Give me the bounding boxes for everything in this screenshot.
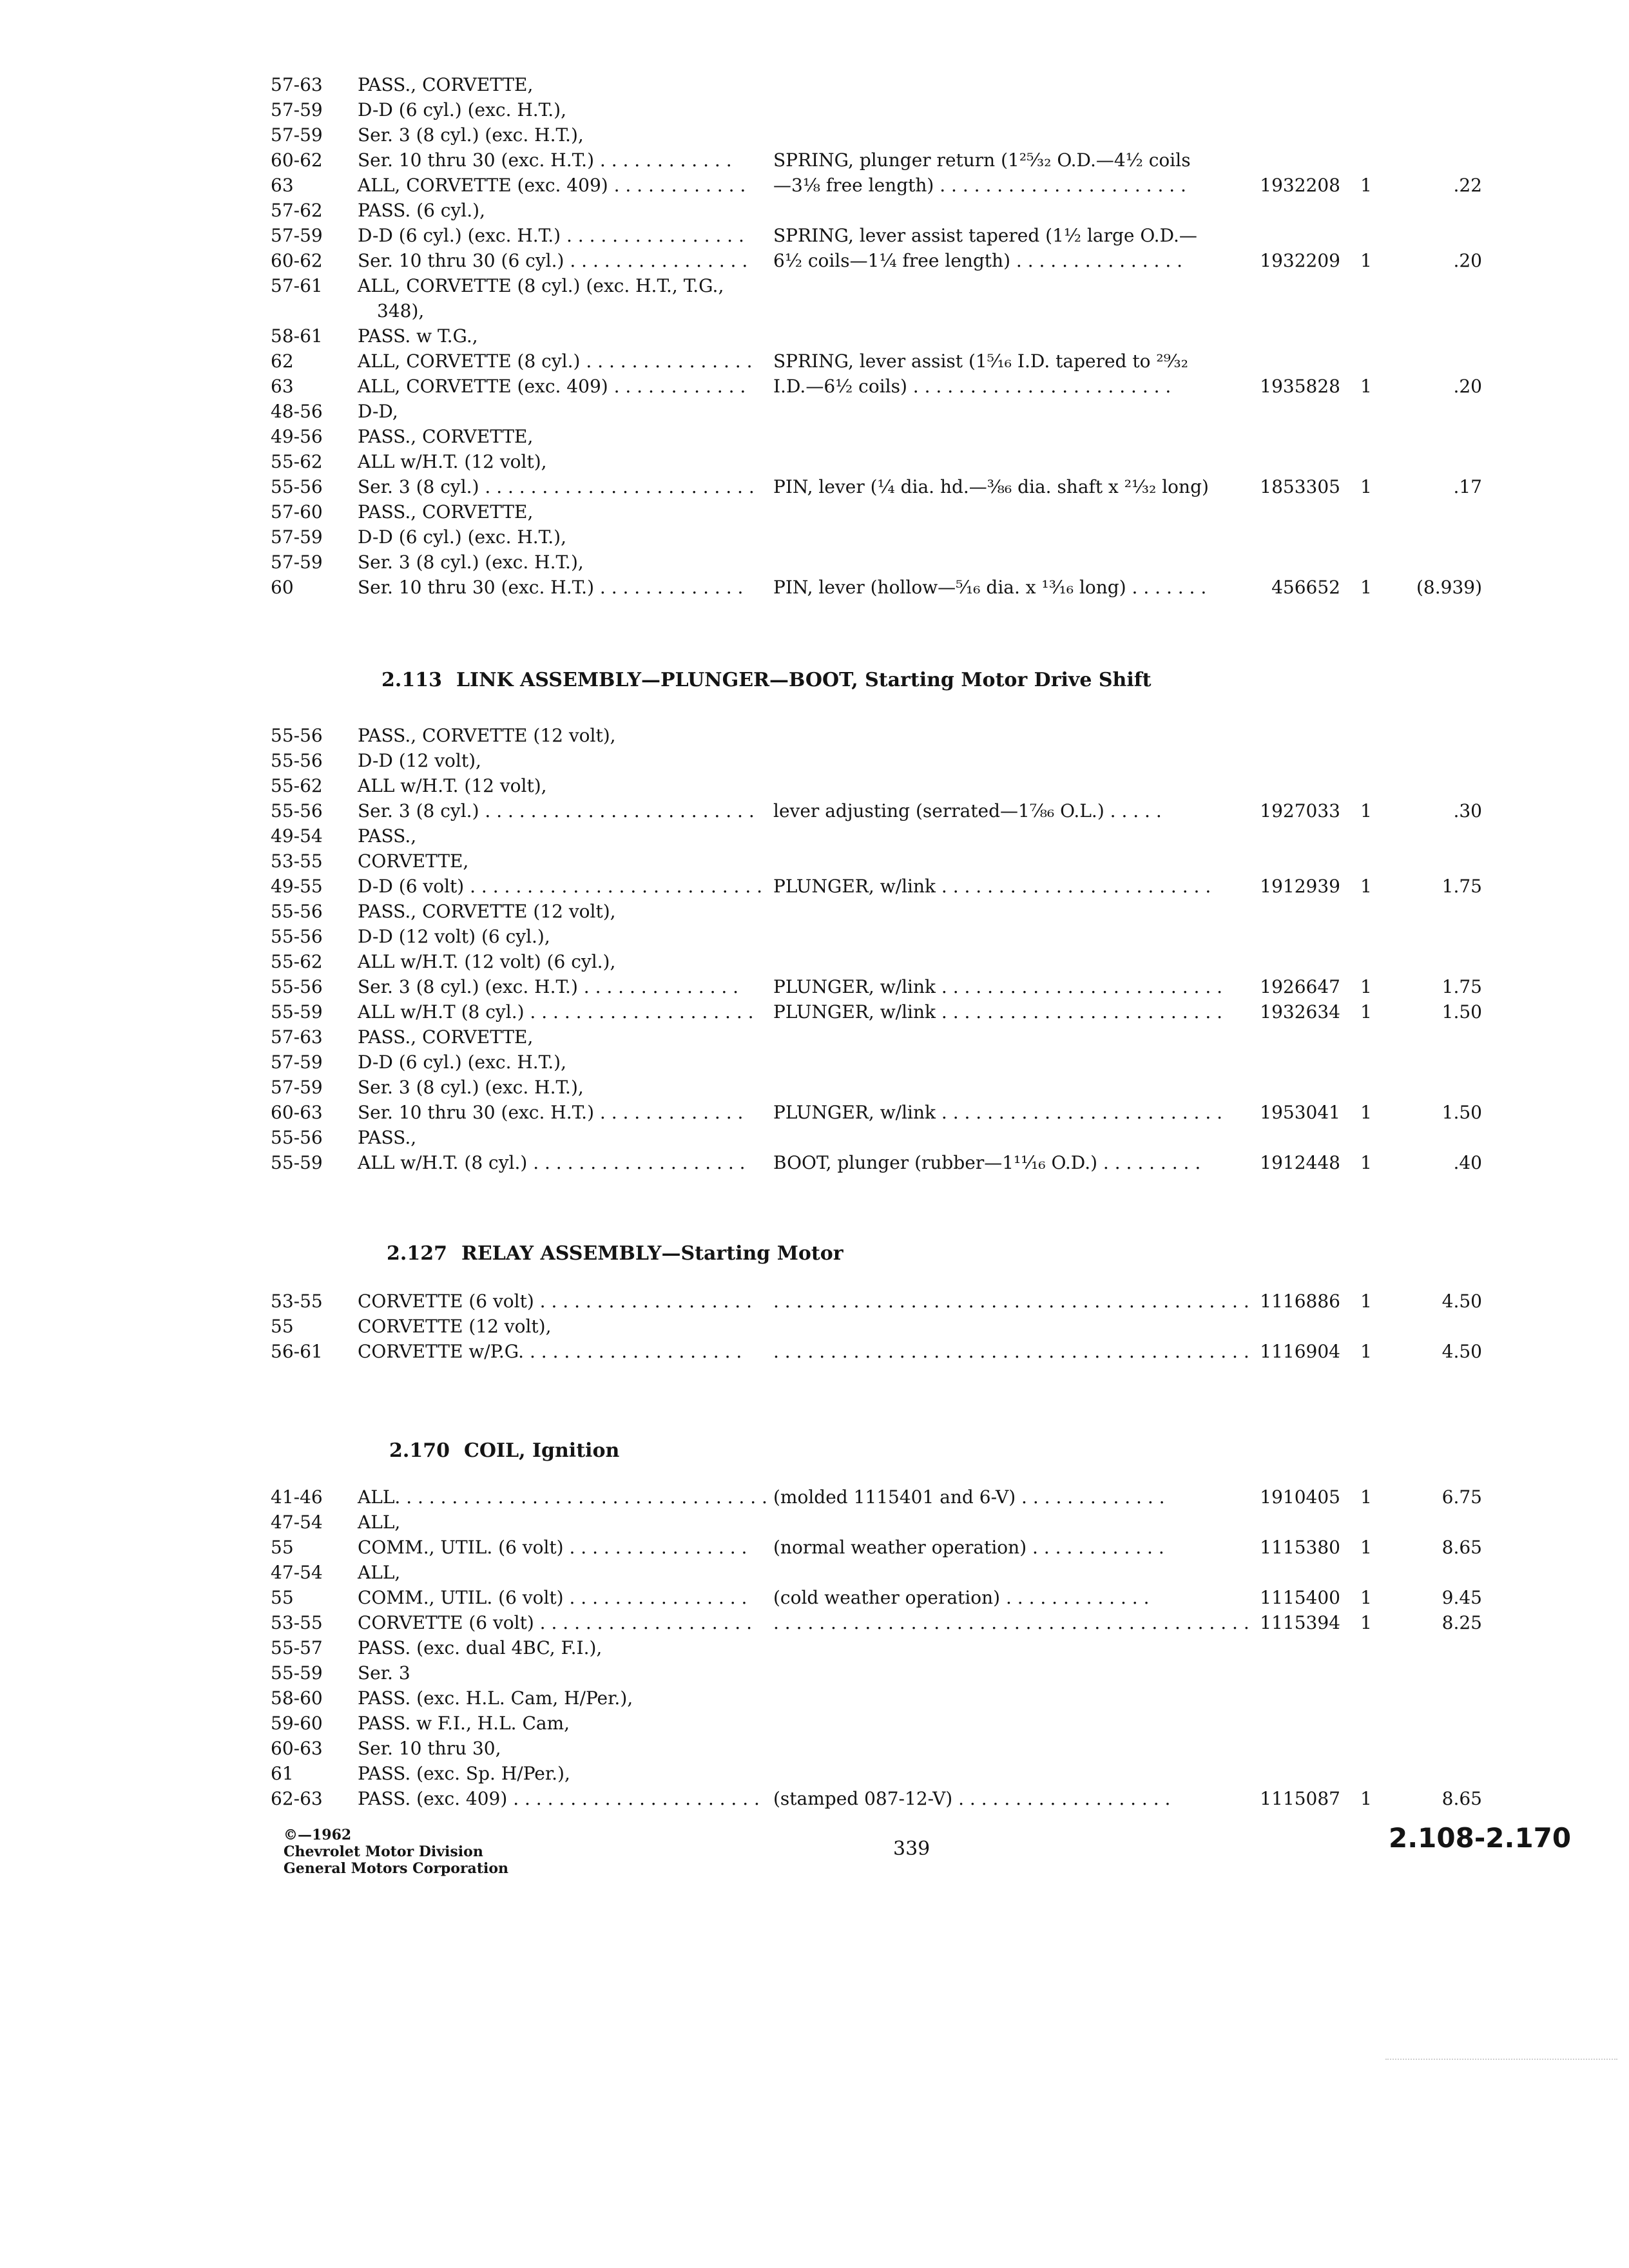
- section-relay-assembly: [271, 1289, 1482, 1364]
- section-heading-2-113: [381, 669, 1152, 691]
- scan-artifact: [1385, 2059, 1617, 2060]
- model-years: 57-59: [271, 526, 323, 548]
- model-years: 55-56: [271, 901, 323, 922]
- quantity: 1: [1360, 1152, 1372, 1173]
- part-description: BOOT, plunger (rubber—1¹¹⁄₁₆ O.D.) . . . . . . . . .: [773, 1152, 1201, 1173]
- quantity: 1: [1360, 1537, 1372, 1558]
- parts-rows: [271, 1289, 1482, 1364]
- model-years: 53-55: [271, 1612, 323, 1633]
- part-description: SPRING, plunger return (1²⁵⁄₃₂ O.D.—4½ coils: [773, 149, 1191, 171]
- part-description: PLUNGER, w/link . . . . . . . . . . . . . . . . . . . . . . . . .: [773, 1001, 1223, 1023]
- model-years: 55-57: [271, 1637, 323, 1658]
- application: PASS., CORVETTE,: [358, 1026, 534, 1048]
- part-description: lever adjusting (serrated—1⅞₆ O.L.) . . . . .: [773, 800, 1162, 822]
- division-name: Chevrolet Motor Division: [284, 1843, 483, 1860]
- model-years: 55-62: [271, 951, 323, 972]
- part-number: 1926647: [1260, 976, 1340, 997]
- model-years: 55-56: [271, 725, 323, 746]
- table-row: [271, 1635, 1469, 1660]
- part-description: . . . . . . . . . . . . . . . . . . . . . . . . . . . . . . . . . . . . . . . . . .: [773, 1341, 1249, 1362]
- part-number: 1935828: [1260, 376, 1340, 397]
- quantity: 1: [1360, 1486, 1372, 1508]
- part-description: (cold weather operation) . . . . . . . . . . . . .: [773, 1587, 1150, 1608]
- quantity: 1: [1360, 1291, 1372, 1312]
- table-row: [271, 524, 1469, 550]
- part-description: (molded 1115401 and 6-V) . . . . . . . . . . . . .: [773, 1486, 1165, 1508]
- application: D-D (6 cyl.) (exc. H.T.),: [358, 526, 566, 548]
- parts-rows: [271, 723, 1482, 1175]
- table-row: [271, 1761, 1469, 1786]
- model-years: 55-56: [271, 1127, 323, 1148]
- section-link-assembly: [271, 723, 1482, 1175]
- model-years: 57-59: [271, 225, 323, 246]
- part-description: SPRING, lever assist (1⁵⁄₁₆ I.D. tapered to ²⁹⁄₃₂: [773, 351, 1188, 372]
- application: Ser. 3: [358, 1662, 410, 1684]
- table-row: [271, 1610, 1482, 1635]
- model-years: 56-61: [271, 1341, 323, 1362]
- part-number: 456652: [1271, 577, 1340, 598]
- application: Ser. 10 thru 30 (exc. H.T.) . . . . . . . . . . . .: [358, 149, 732, 171]
- list-price: 4.50: [1441, 1291, 1482, 1312]
- model-years: 57-62: [271, 200, 323, 221]
- model-years: 55-62: [271, 451, 323, 472]
- quantity: 1: [1360, 976, 1372, 997]
- application: PASS., CORVETTE (12 volt),: [358, 725, 616, 746]
- model-years: 49-55: [271, 876, 323, 897]
- application: ALL w/H.T. (12 volt) (6 cyl.),: [358, 951, 616, 972]
- application: CORVETTE,: [358, 850, 469, 872]
- application: CORVETTE (6 volt) . . . . . . . . . . . . . . . . . . .: [358, 1612, 752, 1633]
- list-price: 1.75: [1441, 976, 1482, 997]
- application: Ser. 3 (8 cyl.) (exc. H.T.),: [358, 124, 584, 146]
- table-row: [271, 1150, 1482, 1175]
- table-row: [271, 198, 1469, 223]
- footer-publisher: [284, 1827, 508, 1877]
- part-number: 1932209: [1260, 250, 1340, 271]
- model-years: 55-56: [271, 926, 323, 947]
- application: PASS. w T.G.,: [358, 325, 478, 347]
- part-description: PIN, lever (¼ dia. hd.—⅜₆ dia. shaft x ²¹⁄₃₂ long): [773, 476, 1209, 497]
- table-row: [271, 874, 1482, 899]
- part-description: I.D.—6½ coils) . . . . . . . . . . . . . . . . . . . . . . .: [773, 376, 1171, 397]
- part-number: 1932208: [1260, 175, 1340, 196]
- table-row: [271, 173, 1482, 198]
- corporation-name: General Motors Corporation: [284, 1860, 509, 1877]
- quantity: 1: [1360, 1001, 1372, 1023]
- application: D-D (12 volt),: [358, 750, 481, 771]
- part-description: (normal weather operation) . . . . . . . . . . . .: [773, 1537, 1164, 1558]
- list-price: 9.45: [1441, 1587, 1482, 1608]
- parts-rows: [271, 1485, 1482, 1811]
- quantity: 1: [1360, 800, 1372, 822]
- list-price: 1.75: [1441, 876, 1482, 897]
- application: COMM., UTIL. (6 volt) . . . . . . . . . . . . . . . .: [358, 1537, 747, 1558]
- application: CORVETTE (12 volt),: [358, 1316, 552, 1337]
- model-years: 55-56: [271, 476, 323, 497]
- section-title: COIL, Ignition: [463, 1439, 620, 1462]
- model-years: 49-54: [271, 825, 323, 847]
- model-years: 57-63: [271, 74, 323, 95]
- application: Ser. 3 (8 cyl.) (exc. H.T.),: [358, 1077, 584, 1098]
- application: ALL w/H.T. (12 volt),: [358, 775, 547, 796]
- model-years: 53-55: [271, 1291, 323, 1312]
- table-row: [271, 72, 1469, 97]
- application: D-D (6 cyl.) (exc. H.T.),: [358, 99, 566, 120]
- application: Ser. 10 thru 30 (exc. H.T.) . . . . . . . . . . . . .: [358, 1102, 744, 1123]
- section-number: 2.170: [389, 1439, 450, 1462]
- table-row: [271, 1686, 1469, 1711]
- table-row: [271, 974, 1482, 999]
- quantity: 1: [1360, 175, 1372, 196]
- model-years: 55-56: [271, 976, 323, 997]
- model-years: 55-62: [271, 775, 323, 796]
- application: PASS., CORVETTE,: [358, 501, 534, 523]
- part-description: SPRING, lever assist tapered (1½ large O.D.—: [773, 225, 1197, 246]
- table-row: [271, 1125, 1469, 1150]
- model-years: 62: [271, 351, 294, 372]
- table-row: [271, 424, 1469, 449]
- model-years: 57-60: [271, 501, 323, 523]
- table-row: [271, 1339, 1482, 1364]
- table-row: [271, 374, 1482, 399]
- model-years: 57-59: [271, 99, 323, 120]
- part-description: PLUNGER, w/link . . . . . . . . . . . . . . . . . . . . . . . . .: [773, 1102, 1223, 1123]
- application: Ser. 10 thru 30 (exc. H.T.) . . . . . . . . . . . . .: [358, 577, 744, 598]
- application: Ser. 10 thru 30 (6 cyl.) . . . . . . . . . . . . . . . .: [358, 250, 748, 271]
- table-row: [271, 1535, 1482, 1560]
- table-row: [271, 924, 1469, 949]
- table-row: [271, 323, 1469, 349]
- application: PASS., CORVETTE,: [358, 74, 534, 95]
- model-years: 55-59: [271, 1662, 323, 1684]
- part-number: 1115380: [1260, 1537, 1340, 1558]
- list-price: 8.65: [1441, 1537, 1482, 1558]
- table-row: [271, 148, 1469, 173]
- table-row: [271, 223, 1469, 248]
- table-row: [271, 1050, 1469, 1075]
- list-price: (8.939): [1416, 577, 1482, 598]
- application: Ser. 3 (8 cyl.) . . . . . . . . . . . . . . . . . . . . . . . .: [358, 800, 755, 822]
- part-number: 1116886: [1260, 1291, 1340, 1312]
- application: Ser. 3 (8 cyl.) . . . . . . . . . . . . . . . . . . . . . . . .: [358, 476, 755, 497]
- model-years: 61: [271, 1763, 294, 1784]
- list-price: 1.50: [1441, 1102, 1482, 1123]
- table-row: [271, 122, 1469, 148]
- list-price: 8.65: [1441, 1788, 1482, 1809]
- table-row: [271, 773, 1469, 798]
- part-number: 1932634: [1260, 1001, 1340, 1023]
- quantity: 1: [1360, 1612, 1372, 1633]
- model-years: 47-54: [271, 1562, 323, 1583]
- model-years: 55-56: [271, 800, 323, 822]
- quantity: 1: [1360, 1102, 1372, 1123]
- application: D-D (6 volt) . . . . . . . . . . . . . . . . . . . . . . . . . .: [358, 876, 763, 897]
- quantity: 1: [1360, 577, 1372, 598]
- model-years: 48-56: [271, 401, 323, 422]
- quantity: 1: [1360, 1341, 1372, 1362]
- section-heading-2-170: [389, 1439, 619, 1462]
- model-years: 55: [271, 1537, 294, 1558]
- application: PASS. (6 cyl.),: [358, 200, 485, 221]
- list-price: 6.75: [1441, 1486, 1482, 1508]
- application: 348),: [377, 300, 425, 322]
- section-number: 2.113: [381, 669, 442, 691]
- part-description: —3⅛ free length) . . . . . . . . . . . . . . . . . . . . . .: [773, 175, 1186, 196]
- list-price: 1.50: [1441, 1001, 1482, 1023]
- application: PASS. (exc. Sp. H/Per.),: [358, 1763, 570, 1784]
- part-number: 1910405: [1260, 1486, 1340, 1508]
- table-row: [271, 449, 1469, 474]
- model-years: 60-62: [271, 149, 323, 171]
- part-number: 1115087: [1260, 1788, 1340, 1809]
- application: CORVETTE w/P.G. . . . . . . . . . . . . . . . . . . .: [358, 1341, 742, 1362]
- model-years: 58-61: [271, 325, 323, 347]
- table-row: [271, 298, 1469, 323]
- table-row: [271, 1024, 1469, 1050]
- table-row: [271, 1585, 1482, 1610]
- application: Ser. 3 (8 cyl.) (exc. H.T.),: [358, 552, 584, 573]
- application: ALL, CORVETTE (8 cyl.) . . . . . . . . . . . . . . .: [358, 351, 753, 372]
- part-description: . . . . . . . . . . . . . . . . . . . . . . . . . . . . . . . . . . . . . . . . . .: [773, 1612, 1249, 1633]
- section-heading-2-127: [387, 1242, 843, 1265]
- model-years: 62-63: [271, 1788, 323, 1809]
- application: PASS. (exc. 409) . . . . . . . . . . . . . . . . . . . . . .: [358, 1788, 760, 1809]
- quantity: 1: [1360, 1788, 1372, 1809]
- table-row: [271, 1100, 1482, 1125]
- table-row: [271, 97, 1469, 122]
- part-description: (stamped 087-12-V) . . . . . . . . . . . . . . . . . . .: [773, 1788, 1171, 1809]
- application: PASS., CORVETTE (12 volt),: [358, 901, 616, 922]
- table-row: [271, 1711, 1469, 1736]
- model-years: 58-60: [271, 1687, 323, 1709]
- table-row: [271, 949, 1469, 974]
- model-years: 55-59: [271, 1152, 323, 1173]
- model-years: 55-59: [271, 1001, 323, 1023]
- application: ALL. . . . . . . . . . . . . . . . . . . . . . . . . . . . . . . . .: [358, 1486, 767, 1508]
- table-row: [271, 1660, 1469, 1686]
- table-row: [271, 798, 1482, 823]
- list-price: .17: [1453, 476, 1482, 497]
- model-years: 60: [271, 577, 294, 598]
- table-row: [271, 1314, 1469, 1339]
- application: D-D (12 volt) (6 cyl.),: [358, 926, 550, 947]
- table-row: [271, 248, 1482, 273]
- model-years: 49-56: [271, 426, 323, 447]
- application: ALL w/H.T. (12 volt),: [358, 451, 547, 472]
- model-years: 41-46: [271, 1486, 323, 1508]
- model-years: 60-63: [271, 1102, 323, 1123]
- table-row: [271, 1560, 1469, 1585]
- part-number: 1912448: [1260, 1152, 1340, 1173]
- quantity: 1: [1360, 876, 1372, 897]
- section-title: LINK ASSEMBLY—PLUNGER—BOOT, Starting Motor Drive Shift: [456, 669, 1152, 691]
- application: CORVETTE (6 volt) . . . . . . . . . . . . . . . . . . .: [358, 1291, 752, 1312]
- table-row: [271, 399, 1469, 424]
- model-years: 57-59: [271, 1052, 323, 1073]
- quantity: 1: [1360, 476, 1372, 497]
- section-number: 2.127: [387, 1242, 447, 1265]
- section-spring-pin: [271, 72, 1482, 600]
- part-number: 1116904: [1260, 1341, 1340, 1362]
- application: PASS., CORVETTE,: [358, 426, 534, 447]
- table-row: [271, 1485, 1482, 1510]
- quantity: 1: [1360, 1587, 1372, 1608]
- part-number: 1927033: [1260, 800, 1340, 822]
- list-price: 4.50: [1441, 1341, 1482, 1362]
- quantity: 1: [1360, 376, 1372, 397]
- part-description: . . . . . . . . . . . . . . . . . . . . . . . . . . . . . . . . . . . . . . . . . .: [773, 1291, 1249, 1312]
- section-coil-ignition: [271, 1485, 1482, 1811]
- model-years: 57-59: [271, 124, 323, 146]
- table-row: [271, 1786, 1482, 1811]
- section-range: 2.108-2.170: [1389, 1822, 1572, 1854]
- copyright: ©—1962: [284, 1827, 352, 1843]
- application: PASS.,: [358, 1127, 417, 1148]
- model-years: 55: [271, 1316, 294, 1337]
- quantity: 1: [1360, 250, 1372, 271]
- table-row: [271, 748, 1469, 773]
- application: Ser. 3 (8 cyl.) (exc. H.T.) . . . . . . . . . . . . . .: [358, 976, 739, 997]
- application: PASS.,: [358, 825, 417, 847]
- page-number: 339: [893, 1838, 930, 1860]
- table-row: [271, 849, 1469, 874]
- model-years: 63: [271, 175, 294, 196]
- model-years: 53-55: [271, 850, 323, 872]
- model-years: 47-54: [271, 1512, 323, 1533]
- application: ALL w/H.T. (8 cyl.) . . . . . . . . . . . . . . . . . . .: [358, 1152, 746, 1173]
- part-number: 1115394: [1260, 1612, 1340, 1633]
- table-row: [271, 575, 1482, 600]
- application: D-D (6 cyl.) (exc. H.T.) . . . . . . . . . . . . . . . .: [358, 225, 744, 246]
- application: PASS. (exc. dual 4BC, F.I.),: [358, 1637, 602, 1658]
- part-description: PLUNGER, w/link . . . . . . . . . . . . . . . . . . . . . . . .: [773, 876, 1211, 897]
- table-row: [271, 1510, 1469, 1535]
- application: Ser. 10 thru 30,: [358, 1738, 501, 1759]
- model-years: 55-56: [271, 750, 323, 771]
- parts-rows: [271, 72, 1482, 600]
- part-description: PLUNGER, w/link . . . . . . . . . . . . . . . . . . . . . . . . .: [773, 976, 1223, 997]
- table-row: [271, 273, 1469, 298]
- table-row: [271, 474, 1482, 499]
- list-price: 8.25: [1441, 1612, 1482, 1633]
- part-description: PIN, lever (hollow—⁵⁄₁₆ dia. x ¹³⁄₁₆ long) . . . . . . .: [773, 577, 1207, 598]
- application: ALL, CORVETTE (8 cyl.) (exc. H.T., T.G.,: [358, 275, 724, 296]
- part-number: 1115400: [1260, 1587, 1340, 1608]
- table-row: [271, 823, 1469, 849]
- part-number: 1912939: [1260, 876, 1340, 897]
- table-row: [271, 499, 1469, 524]
- table-row: [271, 1075, 1469, 1100]
- model-years: 57-63: [271, 1026, 323, 1048]
- table-row: [271, 999, 1482, 1024]
- model-years: 60-62: [271, 250, 323, 271]
- part-number: 1853305: [1260, 476, 1340, 497]
- table-row: [271, 899, 1469, 924]
- application: D-D,: [358, 401, 398, 422]
- part-number: 1953041: [1260, 1102, 1340, 1123]
- list-price: .20: [1453, 376, 1482, 397]
- table-row: [271, 723, 1469, 748]
- application: ALL,: [358, 1512, 401, 1533]
- table-row: [271, 1289, 1482, 1314]
- application: PASS. (exc. H.L. Cam, H/Per.),: [358, 1687, 633, 1709]
- application: ALL w/H.T (8 cyl.) . . . . . . . . . . . . . . . . . . . .: [358, 1001, 754, 1023]
- table-row: [271, 349, 1469, 374]
- model-years: 57-61: [271, 275, 323, 296]
- model-years: 60-63: [271, 1738, 323, 1759]
- model-years: 63: [271, 376, 294, 397]
- model-years: 57-59: [271, 1077, 323, 1098]
- application: ALL, CORVETTE (exc. 409) . . . . . . . . . . . .: [358, 376, 746, 397]
- model-years: 57-59: [271, 552, 323, 573]
- model-years: 55: [271, 1587, 294, 1608]
- application: ALL, CORVETTE (exc. 409) . . . . . . . . . . . .: [358, 175, 746, 196]
- part-description: 6½ coils—1¼ free length) . . . . . . . . . . . . . . .: [773, 250, 1183, 271]
- list-price: .30: [1453, 800, 1482, 822]
- list-price: .40: [1453, 1152, 1482, 1173]
- table-row: [271, 550, 1469, 575]
- table-row: [271, 1736, 1469, 1761]
- application: COMM., UTIL. (6 volt) . . . . . . . . . . . . . . . .: [358, 1587, 747, 1608]
- model-years: 59-60: [271, 1713, 323, 1734]
- application: PASS. w F.I., H.L. Cam,: [358, 1713, 570, 1734]
- application: ALL,: [358, 1562, 401, 1583]
- application: D-D (6 cyl.) (exc. H.T.),: [358, 1052, 566, 1073]
- section-title: RELAY ASSEMBLY—Starting Motor: [461, 1242, 843, 1265]
- list-price: .20: [1453, 250, 1482, 271]
- list-price: .22: [1453, 175, 1482, 196]
